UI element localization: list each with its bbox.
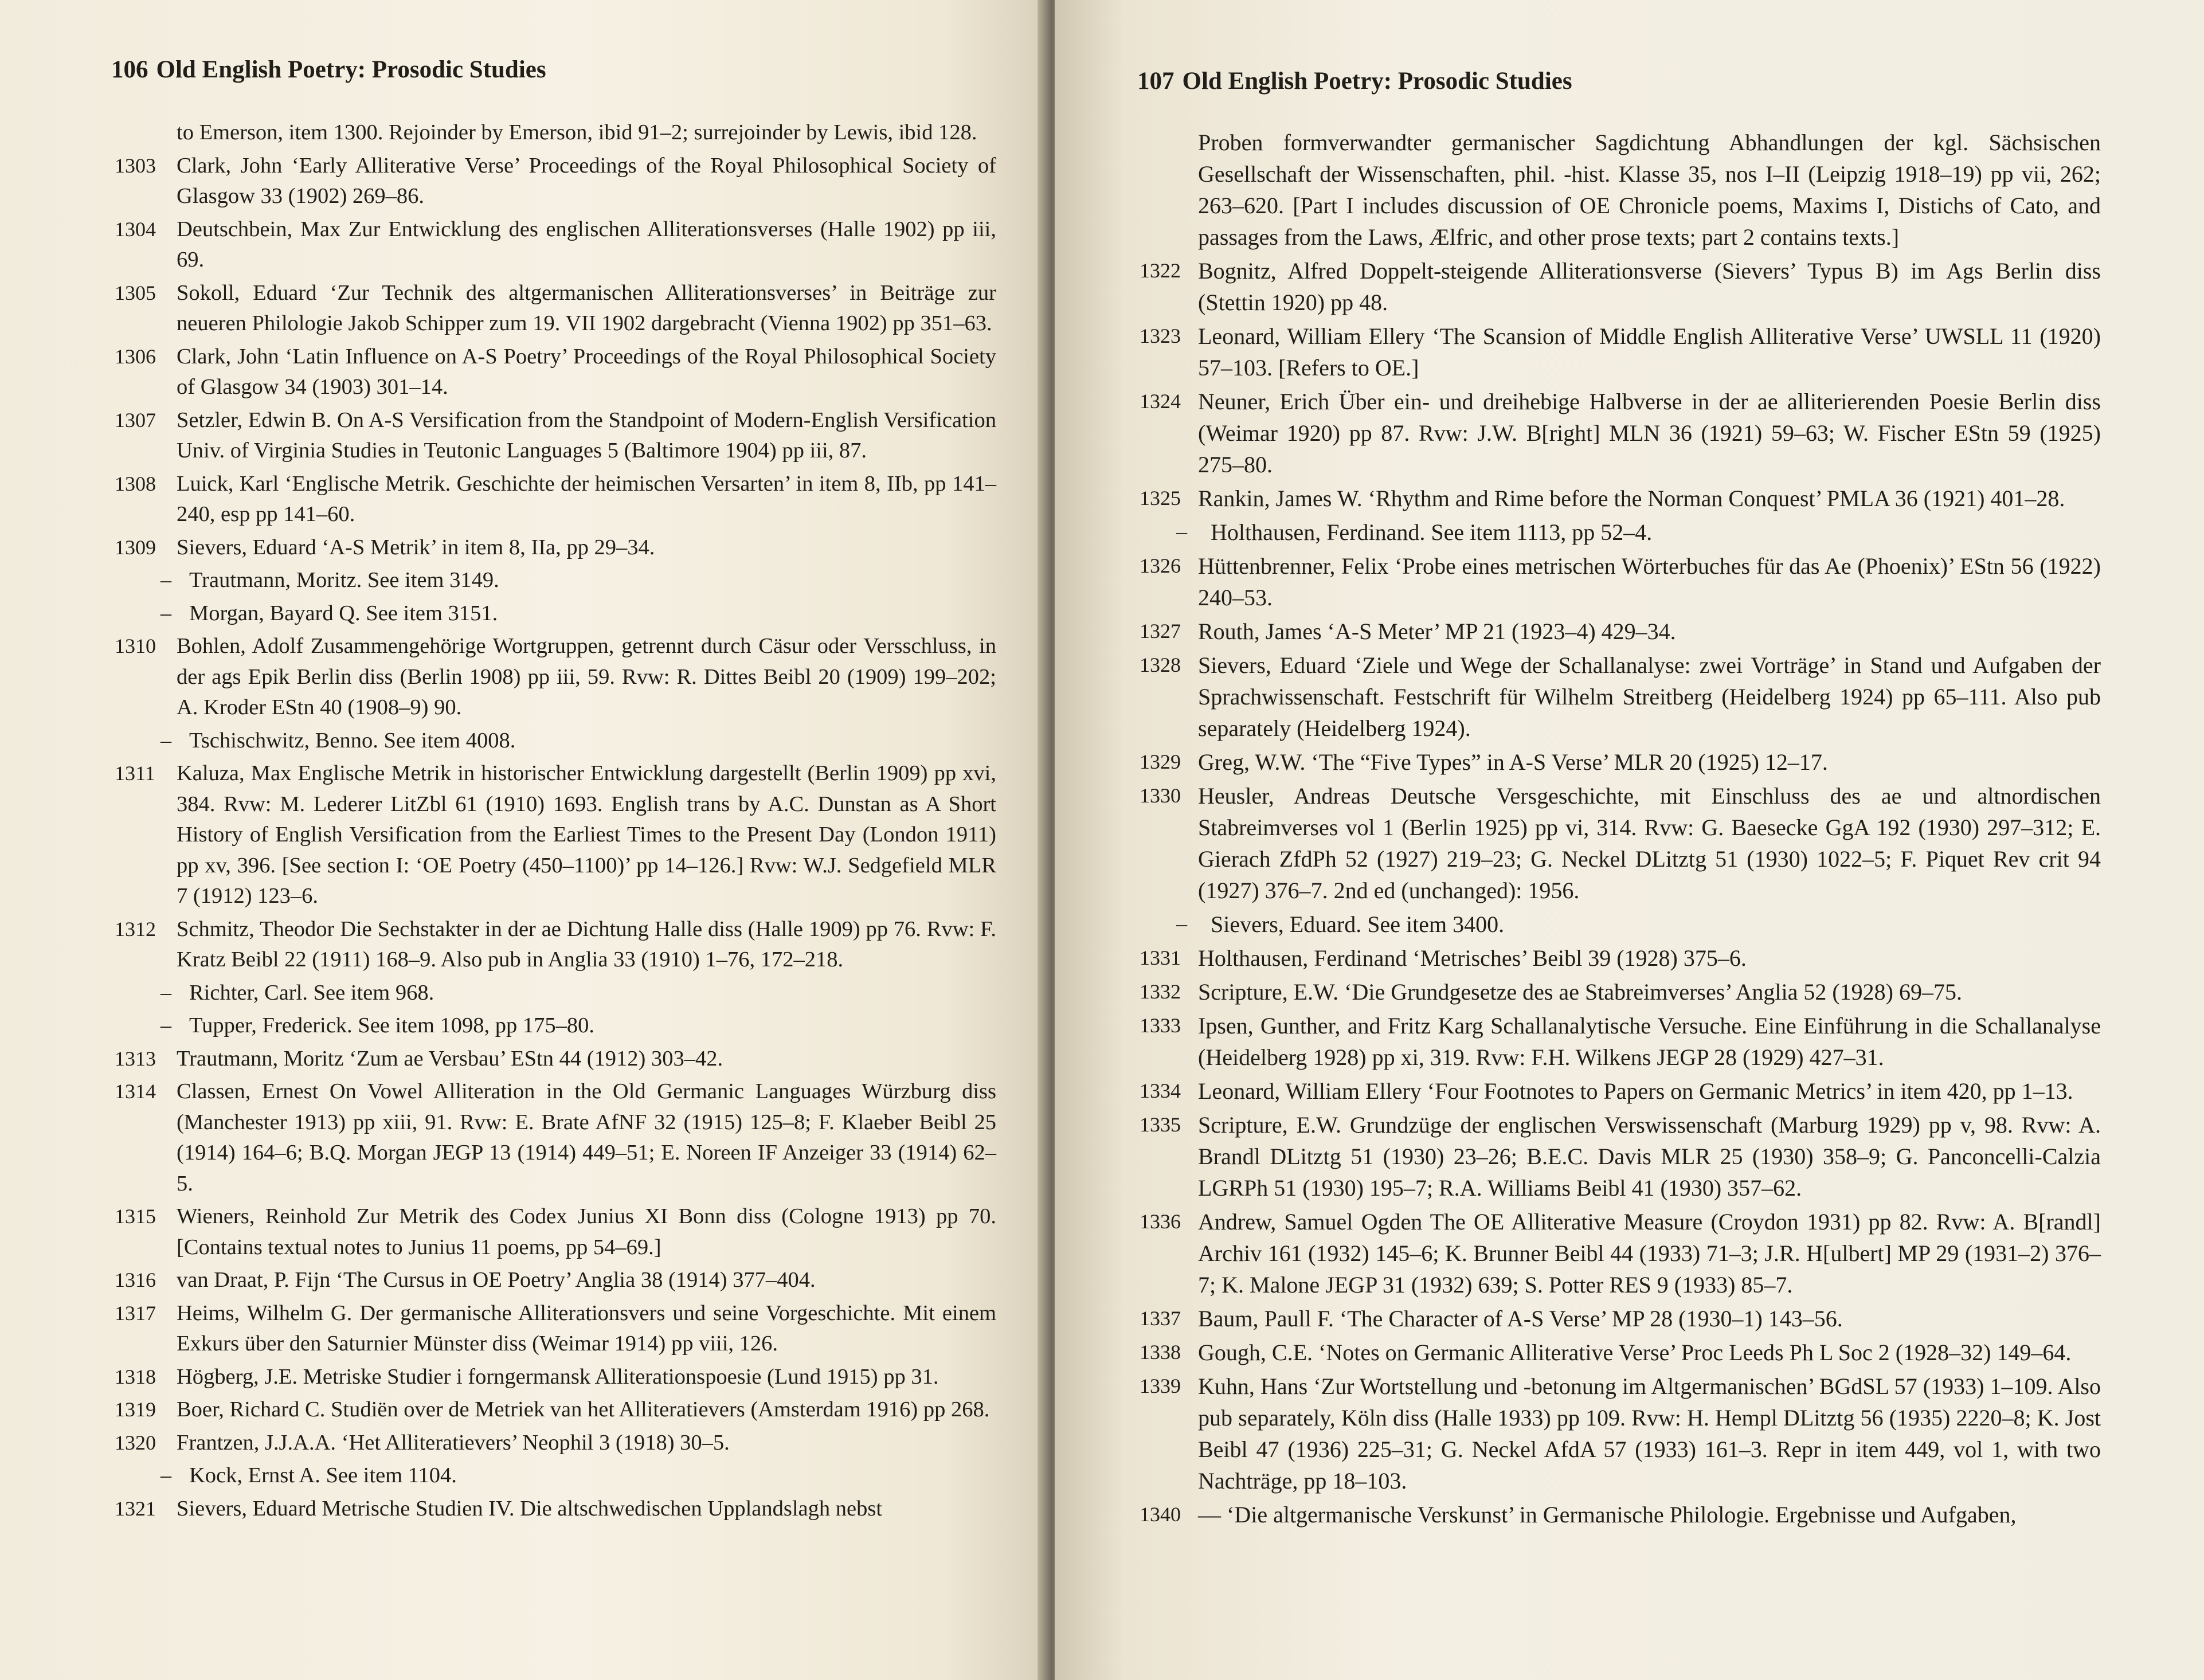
bibliography-entry — [1140, 1109, 2101, 1204]
entry-number: 1320 — [115, 1431, 156, 1454]
entry-number: 1303 — [115, 154, 156, 177]
bibliography-entry — [115, 1201, 996, 1263]
bibliography-entry — [115, 758, 996, 912]
entry-number: 1327 — [1140, 620, 1181, 643]
entry-text: Clark, John ‘Latin Influence on A-S Poetry’ Proceedings of the Royal Philosophical Society of Glasgow 34 (1903) 301–14. — [177, 344, 996, 399]
bibliography-entry — [1140, 320, 2101, 383]
entry-number: – — [160, 568, 171, 592]
entry-text: Kock, Ernst A. See item 1104. — [189, 1463, 457, 1487]
entry-text: Scripture, E.W. ‘Die Grundgesetze des ae Stabreimverses’ Anglia 52 (1928) 69–75. — [1198, 979, 1962, 1005]
entry-text: — ‘Die altgermanische Verskunst’ in Germanische Philologie. Ergebnisse und Aufgaben, — [1198, 1502, 2017, 1528]
entry-text: Kuhn, Hans ‘Zur Wortstellung und -betonung im Altgermanischen’ BGdSL 57 (1933) 1–109. Also pub separately, Köln diss (Halle 1933) pp 109. Rvw: H. Hempl DLitztg 56 (1935) 2220–8; K. Jost Beibl 47 (1936) 225–31; G. Neckel AfdA 57 (1933) 161–3. Repr in item 449, vol 1, with two Nachträge, pp 18–103. — [1198, 1373, 2101, 1494]
entry-number: 1322 — [1140, 259, 1181, 282]
entry-text: Clark, John ‘Early Alliterative Verse’ Proceedings of the Royal Philosophical Society of Glasgow 33 (1902) 269–86. — [177, 153, 996, 208]
bibliography-entry — [115, 405, 996, 467]
entry-number: – — [1176, 912, 1187, 936]
left-running-title: Old English Poetry: Prosodic Studies — [156, 56, 546, 83]
bibliography-entry — [1140, 746, 2101, 778]
entry-number: 1334 — [1140, 1079, 1181, 1102]
bibliography-entry — [1140, 1075, 2101, 1107]
bibliography-entry — [1140, 516, 2101, 548]
entry-number: 1309 — [115, 535, 156, 559]
entry-number: 1304 — [115, 217, 156, 241]
entry-number: 1321 — [115, 1497, 156, 1520]
entry-number: 1313 — [115, 1047, 156, 1070]
entry-text: Baum, Paull F. ‘The Character of A-S Verse’ MP 28 (1930–1) 143–56. — [1198, 1306, 1843, 1332]
entry-text: Sievers, Eduard Metrische Studien IV. Die altschwedischen Upplandslagh nebst — [177, 1496, 883, 1521]
entry-text: Scripture, E.W. Grundzüge der englischen Verswissenschaft (Marburg 1929) pp v, 98. Rvw: A. Brandl DLitztg 51 (1930) 23–26; B.E.C. Davis MLR 25 (1930) 358–9; G. Panconcelli-Calzia LGRPh 51 (1930) 195–7; R.A. Williams Beibl 41 (1930) 357–62. — [1198, 1112, 2101, 1201]
bibliography-entry — [1140, 550, 2101, 613]
bibliography-entry — [115, 1044, 996, 1075]
entry-text: Ipsen, Gunther, and Fritz Karg Schallanalytische Versuche. Eine Einführung in die Schallanalyse (Heidelberg 1928) pp xi, 319. Rvw: F.H. Wilkens JEGP 28 (1929) 427–31. — [1198, 1013, 2101, 1070]
bibliography-entry — [115, 1298, 996, 1360]
bibliography-entry — [115, 1428, 996, 1459]
entry-text: Sievers, Eduard. See item 3400. — [1211, 911, 1505, 937]
bibliography-entry — [115, 1362, 996, 1393]
entry-text: Wieners, Reinhold Zur Metrik des Codex Junius XI Bonn diss (Cologne 1913) pp 70. [Contains textual notes to Junius 11 poems, pp 54–69.] — [177, 1204, 996, 1259]
bibliography-entry — [1140, 483, 2101, 514]
entry-number: 1337 — [1140, 1307, 1181, 1330]
left-entry-list — [115, 118, 996, 1524]
entry-number: – — [160, 728, 171, 753]
entry-text: Schmitz, Theodor Die Sechstakter in der ae Dichtung Halle diss (Halle 1909) pp 76. Rvw: F. Kratz Beibl 22 (1911) 168–9. Also pub in Anglia 33 (1910) 1–76, 172–218. — [177, 917, 996, 972]
entry-number: – — [160, 980, 171, 1005]
bibliography-entry — [1140, 616, 2101, 647]
bibliography-entry — [1140, 386, 2101, 480]
entry-number: 1310 — [115, 635, 156, 657]
entry-text: Leonard, William Ellery ‘The Scansion of Middle English Alliterative Verse’ UWSLL 11 (1920) 57–103. [Refers to OE.] — [1198, 323, 2101, 381]
entry-number: 1338 — [1140, 1341, 1181, 1364]
bibliography-entry — [115, 1011, 996, 1041]
bibliography-entry — [115, 598, 996, 629]
entry-text: Luick, Karl ‘Englische Metrik. Geschichte der heimischen Versarten’ in item 8, IIb, pp 141–240, esp pp 141–60. — [177, 471, 996, 526]
entry-number: 1306 — [115, 344, 156, 368]
left-page-number: 106 — [111, 56, 148, 83]
right-running-title: Old English Poetry: Prosodic Studies — [1182, 68, 1572, 95]
entry-text: Rankin, James W. ‘Rhythm and Rime before the Norman Conquest’ PMLA 36 (1921) 401–28. — [1198, 485, 2065, 511]
entry-text: Heusler, Andreas Deutsche Versgeschichte, mit Einschluss des ae und altnordischen Stabreimverses vol 1 (Berlin 1925) pp vi, 314. Rvw: G. Baesecke GgA 192 (1930) 297–312; E. Gierach ZfdPh 52 (1927) 219–23; G. Neckel DLitztg 51 (1930) 1022–5; F. Piquet Rev crit 94 (1927) 376–7. 2nd ed (unchanged): 1956. — [1198, 783, 2101, 903]
entry-text: Trautmann, Moritz ‘Zum ae Versbau’ EStn 44 (1912) 303–42. — [177, 1046, 723, 1071]
entry-text: Classen, Ernest On Vowel Alliteration in the Old Germanic Languages Würzburg diss (Manchester 1913) pp xiii, 91. Rvw: E. Brate AfNF 32 (1915) 125–8; F. Klaeber Beibl 25 (1914) 164–6; B.Q. Morgan JEGP 13 (1914) 449–51; E. Noreen IF Anzeiger 33 (1914) 62–5. — [177, 1079, 996, 1196]
entry-text: Andrew, Samuel Ogden The OE Alliterative Measure (Croydon 1931) pp 82. Rvw: A. B[randl] Archiv 161 (1932) 145–6; K. Brunner Beibl 44 (1933) 71–3; J.R. H[ulbert] MP 29 (1931–2) 376–7; K. Malone JEGP 31 (1932) 639; S. Potter RES 9 (1933) 85–7. — [1198, 1209, 2101, 1298]
entry-text: Gough, C.E. ‘Notes on Germanic Alliterative Verse’ Proc Leeds Ph L Soc 2 (1928–32) 149–64. — [1198, 1340, 2072, 1365]
right-page-number: 107 — [1137, 68, 1175, 95]
entry-text: Boer, Richard C. Studiën over de Metriek van het Alliteratievers (Amsterdam 1916) pp 268. — [177, 1397, 990, 1421]
entry-text: Holthausen, Ferdinand ‘Metrisches’ Beibl 39 (1928) 375–6. — [1198, 945, 1747, 971]
bibliography-entry — [115, 1395, 996, 1426]
entry-number: 1329 — [1140, 750, 1181, 773]
bibliography-entry — [1140, 1499, 2101, 1530]
bibliography-entry — [115, 914, 996, 976]
entry-number: 1318 — [115, 1365, 156, 1388]
bibliography-entry — [115, 151, 996, 212]
entry-number: 1317 — [115, 1301, 156, 1325]
entry-text: Heims, Wilhelm G. Der germanische Alliterationsvers und seine Vorgeschichte. Mit einem Exkurs über den Saturnier Münster diss (Weimar 1914) pp viii, 126. — [177, 1301, 996, 1356]
entry-text: Bognitz, Alfred Doppelt-steigende Alliterationsverse (Sievers’ Typus B) im Ags Berlin diss (Stettin 1920) pp 48. — [1198, 258, 2101, 315]
entry-text: Frantzen, J.J.A.A. ‘Het Alliteratievers’ Neophil 3 (1918) 30–5. — [177, 1430, 730, 1455]
entry-text: Trautmann, Moritz. See item 3149. — [189, 568, 499, 592]
entry-number: 1316 — [115, 1268, 156, 1291]
bibliography-entry — [115, 1494, 996, 1525]
entry-number: 1333 — [1140, 1014, 1181, 1037]
entry-number: – — [160, 1463, 171, 1487]
right-entry-list — [1140, 127, 2101, 1530]
entry-text: Högberg, J.E. Metriske Studier i forngermansk Alliterationspoesie (Lund 1915) pp 31. — [177, 1364, 939, 1389]
bibliography-entry — [1140, 942, 2101, 974]
entry-number: 1332 — [1140, 980, 1181, 1003]
bibliography-entry — [115, 342, 996, 403]
entry-number: 1340 — [1140, 1503, 1181, 1526]
bibliography-entry — [1140, 127, 2101, 253]
bibliography-entry — [1140, 1303, 2101, 1334]
bibliography-entry — [115, 978, 996, 1009]
entry-number: 1335 — [1140, 1113, 1181, 1136]
entry-number: 1325 — [1140, 487, 1181, 510]
entry-number: – — [160, 601, 171, 625]
bibliography-entry — [1140, 1370, 2101, 1497]
bibliography-entry — [1140, 976, 2101, 1008]
entry-number: 1336 — [1140, 1210, 1181, 1233]
bibliography-entry — [1140, 780, 2101, 906]
bibliography-entry — [115, 565, 996, 596]
entry-number: 1319 — [115, 1398, 156, 1421]
entry-number: 1331 — [1140, 946, 1181, 969]
bibliography-entry — [1140, 1010, 2101, 1073]
entry-text: Sokoll, Eduard ‘Zur Technik des altgermanischen Alliterationsverses’ in Beiträge zur neueren Philologie Jakob Schipper zum 19. VII 1902 dargebracht (Vienna 1902) pp 351–63. — [177, 280, 996, 335]
entry-text: Tschischwitz, Benno. See item 4008. — [189, 728, 516, 753]
entry-text: Routh, James ‘A-S Meter’ MP 21 (1923–4) 429–34. — [1198, 618, 1676, 644]
entry-number: 1328 — [1140, 653, 1181, 676]
bibliography-entry — [1140, 255, 2101, 318]
entry-text: Bohlen, Adolf Zusammengehörige Wortgruppen, getrennt durch Cäsur oder Versschluss, in der ags Epik Berlin diss (Berlin 1908) pp iii, 59. Rvw: R. Dittes Beibl 20 (1909) 199–202; A. Kroder EStn 40 (1908–9) 90. — [177, 634, 996, 719]
entry-text: Hüttenbrenner, Felix ‘Probe eines metrischen Wörterbuches für das Ae (Phoenix)’ EStn 56 (1922) 240–53. — [1198, 553, 2101, 610]
bibliography-entry — [1140, 1337, 2101, 1368]
entry-text: Setzler, Edwin B. On A-S Versification from the Standpoint of Modern-English Versification Univ. of Virginia Studies in Teutonic Languages 5 (Baltimore 1904) pp iii, 87. — [177, 408, 996, 463]
entry-text: Leonard, William Ellery ‘Four Footnotes to Papers on Germanic Metrics’ in item 420, pp 1–13. — [1198, 1078, 2073, 1104]
entry-number: 1314 — [115, 1080, 156, 1103]
entry-text: Richter, Carl. See item 968. — [189, 980, 434, 1005]
bibliography-entry — [115, 469, 996, 530]
entry-text: Holthausen, Ferdinand. See item 1113, pp 52–4. — [1211, 519, 1653, 545]
bibliography-entry — [115, 726, 996, 757]
entry-number: 1312 — [115, 917, 156, 941]
entry-number: 1307 — [115, 408, 156, 432]
entry-number: 1308 — [115, 472, 156, 495]
entry-text: Greg, W.W. ‘The “Five Types” in A-S Verse’ MLR 20 (1925) 12–17. — [1198, 749, 1828, 775]
left-page — [0, 0, 1048, 1680]
entry-text: to Emerson, item 1300. Rejoinder by Emerson, ibid 91–2; surrejoinder by Lewis, ibid 128. — [177, 120, 977, 144]
bibliography-entry — [115, 214, 996, 276]
entry-number: 1339 — [1140, 1374, 1181, 1397]
left-running-head — [111, 57, 996, 82]
right-running-head — [1137, 69, 2101, 93]
bibliography-entry — [1140, 1206, 2101, 1301]
entry-text: Neuner, Erich Über ein- und dreihebige Halbverse in der ae alliterierenden Poesie Berlin diss (Weimar 1920) pp 87. Rvw: J.W. B[right] MLN 36 (1921) 59–63; W. Fischer EStn 59 (1925) 275–80. — [1198, 389, 2101, 477]
entry-text: Tupper, Frederick. See item 1098, pp 175–80. — [189, 1013, 595, 1037]
bibliography-entry — [115, 631, 996, 723]
bibliography-entry — [115, 278, 996, 339]
entry-number: 1315 — [115, 1205, 156, 1228]
bibliography-entry — [115, 1265, 996, 1296]
entry-text: Proben formverwandter germanischer Sagdichtung Abhandlungen der kgl. Sächsischen Gesellschaft der Wissenschaften, phil. -hist. Klasse 35, nos I–II (Leipzig 1918–19) pp vii, 262; 263–620. [Part I includes discussion of OE Chronicle poems, Maxims I, Distichs of Cato, and passages from the Laws, Ælfric, and other prose texts; part 2 contains texts.] — [1198, 130, 2101, 250]
bibliography-entry — [115, 1076, 996, 1199]
entry-number: 1311 — [115, 762, 155, 785]
right-page — [1055, 0, 2204, 1680]
entry-text: Kaluza, Max Englische Metrik in historischer Entwicklung dargestellt (Berlin 1909) pp xvi, 384. Rvw: M. Lederer LitZbl 61 (1910) 1693. English trans by A.C. Dunstan as A Short History of English Versification from the Earliest Times to the Present Day (London 1911) pp xv, 396. [See section I: ‘OE Poetry (450–1100)’ pp 14–126.] Rvw: W.J. Sedgefield MLR 7 (1912) 123–6. — [177, 761, 996, 908]
entry-text: Morgan, Bayard Q. See item 3151. — [189, 601, 498, 625]
entry-number: 1323 — [1140, 324, 1181, 347]
entry-text: van Draat, P. Fijn ‘The Cursus in OE Poetry’ Anglia 38 (1914) 377–404. — [177, 1268, 816, 1292]
bibliography-entry — [1140, 649, 2101, 744]
bibliography-entry — [115, 118, 996, 148]
entry-number: 1326 — [1140, 554, 1181, 577]
entry-text: Deutschbein, Max Zur Entwicklung des englischen Alliterationsverses (Halle 1902) pp iii, 69. — [177, 217, 996, 272]
entry-number: – — [1176, 520, 1187, 544]
bibliography-entry — [115, 532, 996, 563]
bibliography-entry — [115, 1460, 996, 1491]
bibliography-entry — [1140, 908, 2101, 940]
entry-number: – — [160, 1013, 171, 1037]
entry-text: Sievers, Eduard ‘A-S Metrik’ in item 8, IIa, pp 29–34. — [177, 535, 655, 559]
entry-number: 1330 — [1140, 784, 1181, 807]
entry-number: 1305 — [115, 281, 156, 304]
entry-number: 1324 — [1140, 390, 1181, 413]
entry-text: Sievers, Eduard ‘Ziele und Wege der Schallanalyse: zwei Vorträge’ in Stand und Aufgaben der Sprachwissenschaft. Festschrift für Wilhelm Streitberg (Heidelberg 1924) pp 65–111. Also pub separately (Heidelberg 1924). — [1198, 652, 2101, 741]
